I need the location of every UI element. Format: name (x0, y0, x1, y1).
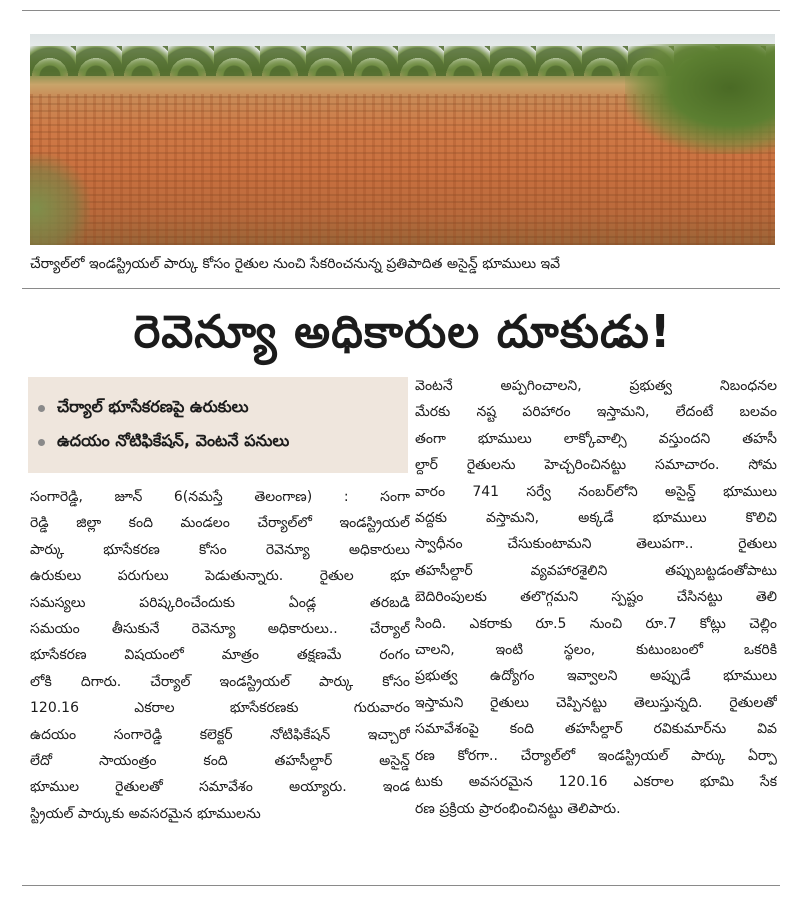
body-line: లేదో సాయంత్రం కంది తహసీల్దార్ అసైన్డ్ (30, 753, 410, 770)
body-line: ఇస్తామని రైతులు చెప్పినట్టు తెలుస్తున్నది. రైతులతో (415, 694, 777, 711)
body-line: ప్రభుత్వ ఉద్యోగం ఇవ్వాలని అప్పుడే భూములు (415, 668, 777, 685)
bullet-icon (38, 439, 45, 446)
body-line: తంగా భూములు లాక్కోవాల్సి వస్తుందని తహసీ (415, 430, 777, 447)
body-line: టుకు అవసరమైన 120.16 ఎకరాల భూమి సేక (415, 774, 777, 791)
body-line: బెదిరింపులకు తలొగ్గమని స్పష్టం చేసినట్టు తెలి (415, 589, 777, 606)
body-line: రణ ప్రక్రియ ప్రారంభించినట్టు తెలిపారు. (415, 800, 621, 817)
body-line: ఉదయం సంగారెడ్డి కలెక్టర్ నోటిఫికేషన్ ఇచ్చారో (30, 726, 410, 743)
highlight-text: చేర్యాల్ భూసేకరణపై ఉరుకులు (57, 396, 249, 416)
body-line: లోకి దిగారు. చేర్యాల్ ఇండస్ట్రియల్ పార్కు కోసం (30, 673, 410, 690)
body-line: వెంటనే అప్పగించాలని, ప్రభుత్వ నిబంధనల (415, 378, 777, 394)
body-line: భూసేకరణ విషయంలో మాత్రం తక్షణమే రంగం (30, 647, 410, 664)
bush-left (30, 154, 90, 245)
body-line: సమావేశంపై కంది తహసీల్దార్ రవికుమార్‌ను వివ (415, 721, 777, 738)
highlights-box (28, 377, 408, 473)
body-line: 120.16 ఎకరాల భూసేకరణకు గురువారం (30, 700, 410, 717)
top-rule (22, 10, 780, 11)
photo-caption: చేర్యాల్‌లో ఇండస్ట్రియల్ పార్కు కోసం రైతుల నుంచి సేకరించనున్న ప్రతిపాదిత అసైన్డ్ భూములు ఇవే (30, 256, 561, 272)
highlight-item (28, 425, 408, 459)
body-line: చాలని, ఇంటి స్థలం, కుటుంబంలో ఒకరికి (415, 642, 777, 659)
bullet-icon (38, 405, 45, 412)
body-line: రెడ్డి జిల్లా కంది మండలం చేర్యాల్‌లో ఇండస్ట్రియల్ (30, 515, 410, 532)
body-line: స్వాధీనం చేసుకుంటామని తెలుపగా.. రైతులు (415, 536, 777, 553)
body-line: స్ట్రియల్ పార్కుకు అవసరమైన భూములను (30, 805, 261, 822)
body-line: వద్దకు వస్తామని, అక్కడే భూములు కొలిచి (415, 510, 777, 527)
body-line: సమయం తీసుకునే రెవెన్యూ అధికారులు.. చేర్యాల్ (30, 621, 410, 638)
field-photo (30, 34, 775, 245)
headline: రెవెన్యూ అధికారుల దూకుడు! (133, 305, 672, 358)
body-line: మేరకు నష్ట పరిహారం ఇస్తామని, లేదంటే బలవం (415, 404, 777, 421)
highlight-text: ఉదయం నోటిఫికేషన్, వెంటనే పనులు (57, 430, 290, 450)
body-right-column (415, 373, 777, 822)
body-left-column (30, 484, 410, 827)
body-line: పార్కు భూసేకరణ కోసం రెవెన్యూ అధికారులు (30, 541, 410, 558)
body-line: సింది. ఎకరాకు రూ.5 నుంచి రూ.7 కోట్లు చెల్లిం (415, 615, 777, 632)
body-line: సంగారెడ్డి, జూన్ 6(నమస్తే తెలంగాణ) : సంగా (30, 489, 410, 505)
body-line: రణ కోరగా.. చేర్యాల్‌లో ఇండస్ట్రియల్ పార్కు ఏర్పా (415, 747, 777, 764)
bush-right (625, 44, 775, 154)
body-line: వారం 741 సర్వే నంబర్‌లోని అసైన్డ్ భూములు (415, 483, 777, 500)
body-line: ల్దార్ రైతులను హెచ్చరించినట్టు సమాచారం. సోమ (415, 457, 777, 474)
body-line: సమస్యలు పరిష్కరించేందుకు ఏండ్ల తరబడి (30, 594, 410, 611)
highlight-item (28, 391, 408, 425)
bottom-rule (22, 885, 780, 886)
caption-rule (22, 288, 780, 289)
body-line: ఉరుకులు పరుగులు పెడుతున్నారు. రైతుల భూ (30, 568, 410, 585)
body-line: తహసీల్దార్ వ్యవహారశైలిని తప్పుబట్టడంతోపాటు (415, 562, 777, 579)
body-line: భూముల రైతులతో సమావేశం అయ్యారు. ఇండ (30, 779, 410, 796)
